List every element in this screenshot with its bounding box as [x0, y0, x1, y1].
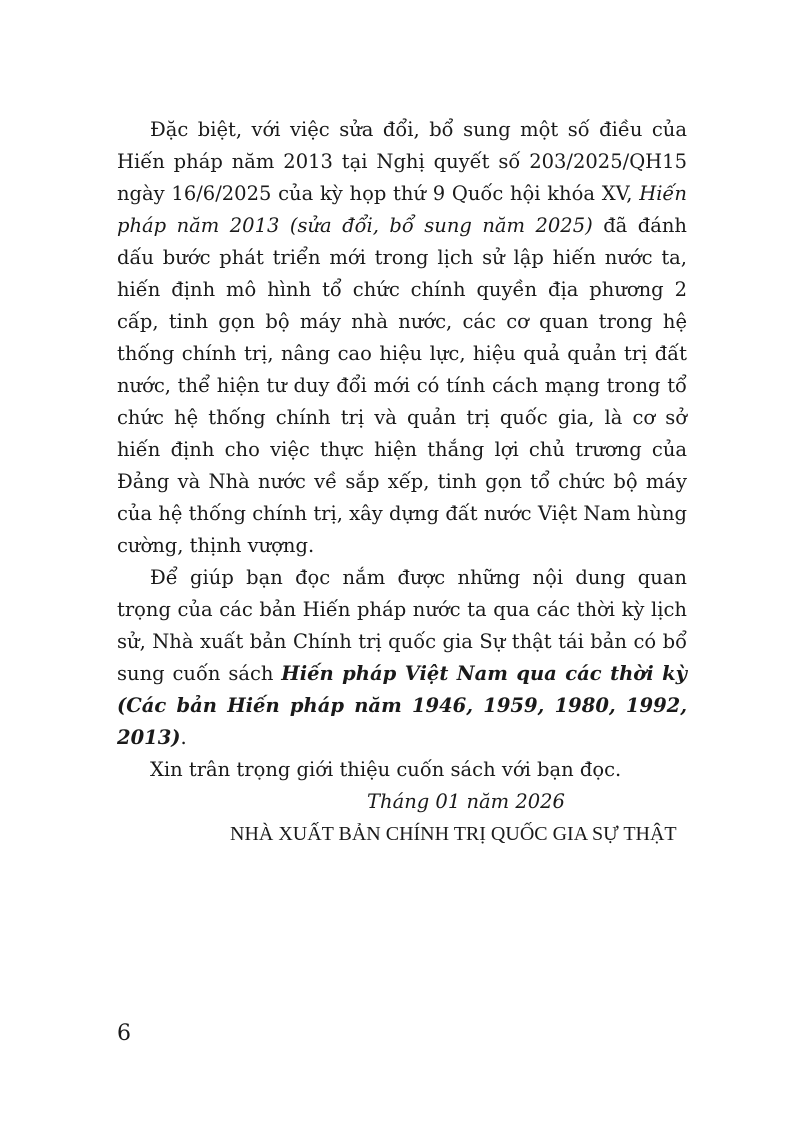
paragraph2-text-a: Để giúp bạn đọc nắm được những nội dung quan trọng của các bản Hiến pháp nước ta qua các thời kỳ lịch sử, Nhà xuất bản Chính trị quốc gia Sự thật tái bản có bổ sung cuốn sách: [117, 566, 687, 685]
signature-date: Tháng 01 năm 2026: [367, 790, 565, 813]
book-title: Hiến pháp Việt Nam qua các thời kỳ (Các bản Hiến pháp năm 1946, 1959, 1980, 1992, 2013): [117, 662, 687, 749]
paragraph2-text-b: .: [180, 726, 187, 749]
paragraph-closing: Xin trân trọng giới thiệu cuốn sách với bạn đọc.: [150, 758, 622, 781]
page-body: [117, 114, 687, 850]
constitution-title: Hiến pháp năm 2013 (sửa đổi, bổ sung năm 2025): [117, 182, 687, 237]
publisher-name: NHÀ XUẤT BẢN CHÍNH TRỊ QUỐC GIA SỰ THẬT: [230, 823, 677, 845]
paragraph-constitution-amendment: [117, 114, 687, 562]
paragraph1-text-a: Đặc biệt, với việc sửa đổi, bổ sung một số điều của Hiến pháp năm 2013 tại Nghị quyết số 203/2025/QH15 ngày 16/6/2025 của kỳ họp thứ 9 Quốc hội khóa XV,: [117, 118, 687, 205]
paragraph-book-introduction: [117, 562, 687, 754]
page-number: 6: [117, 1021, 131, 1046]
paragraph1-text-b: đã đánh dấu bước phát triển mới trong lịch sử lập hiến nước ta, hiến định mô hình tổ chức chính quyền địa phương 2 cấp, tinh gọn bộ máy nhà nước, các cơ quan trong hệ thống chính trị, nâng cao hiệu lực, hiệu quả quản trị đất nước, thể hiện tư duy đổi mới có tính cách mạng trong tổ chức hệ thống chính trị và quản trị quốc gia, là cơ sở hiến định cho việc thực hiện thắng lợi chủ trương của Đảng và Nhà nước về sắp xếp, tinh gọn tổ chức bộ máy của hệ thống chính trị, xây dựng đất nước Việt Nam hùng cường, thịnh vượng.: [117, 214, 687, 557]
